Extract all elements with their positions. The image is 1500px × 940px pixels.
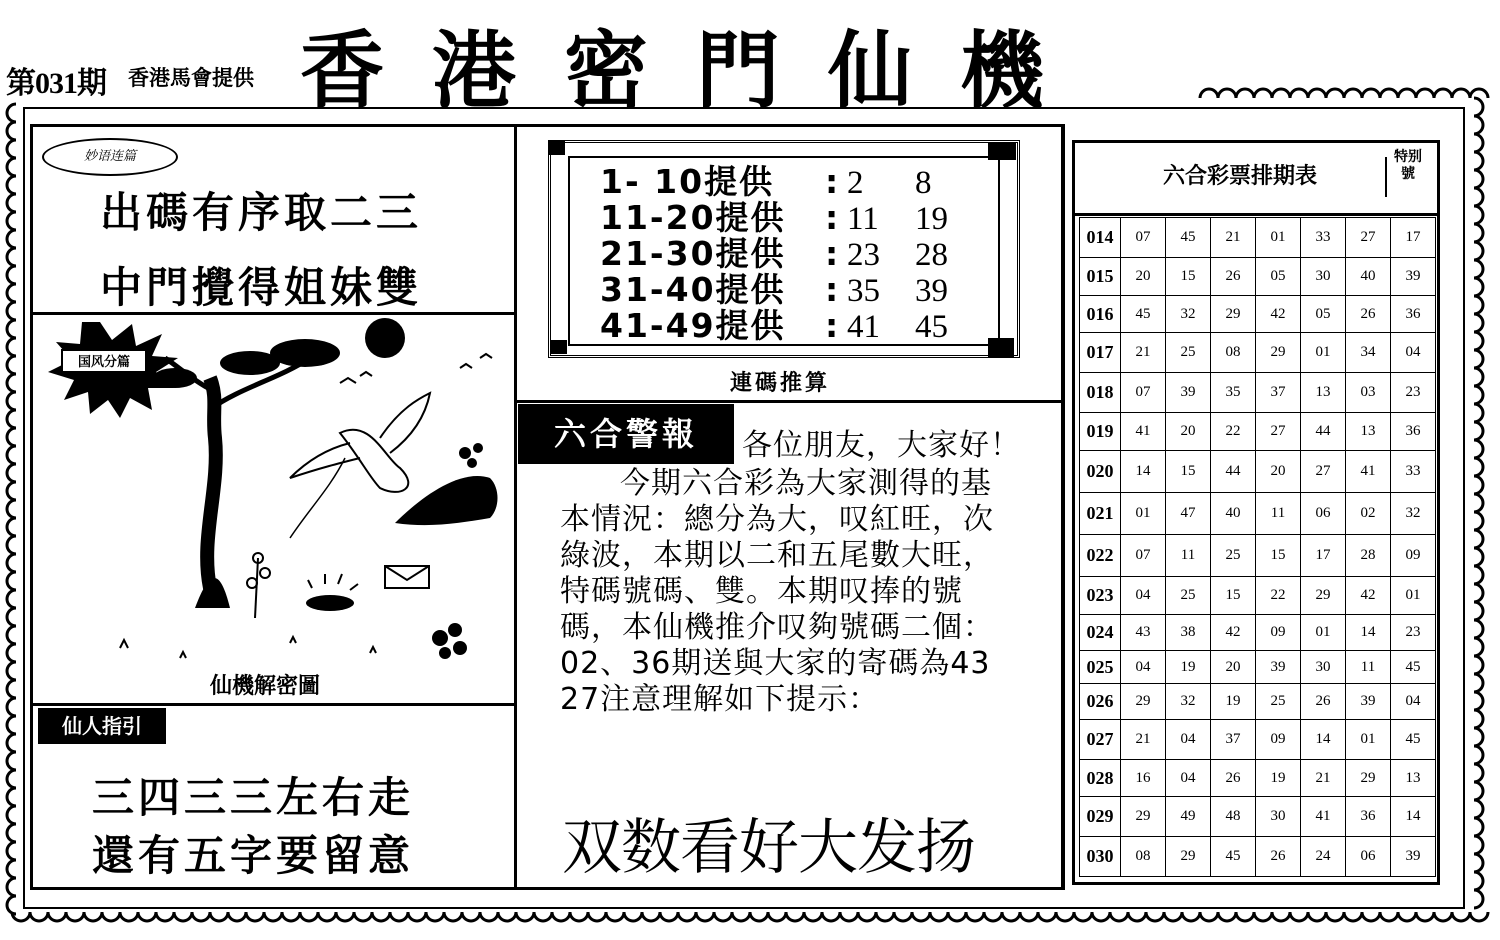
- range-number: 19: [915, 201, 948, 237]
- body-line: 綠波，本期以二和五尾數大旺，: [560, 538, 994, 573]
- range-label: 1- 10提供: [600, 162, 775, 201]
- issue-number-cell: 028: [1080, 760, 1121, 797]
- special-number-cell: 36: [1391, 413, 1436, 451]
- bird-icon: [340, 354, 492, 383]
- draw-number-cell: 29: [1166, 837, 1211, 877]
- draw-number-cell: 03: [1346, 373, 1391, 413]
- draw-number-cell: 09: [1256, 720, 1301, 760]
- table-row: [1080, 218, 1436, 258]
- colon: :: [825, 198, 839, 237]
- corner-ornament-icon: [988, 338, 1014, 358]
- draw-table: [1079, 217, 1436, 877]
- draw-number-cell: 28: [1346, 535, 1391, 577]
- draw-number-cell: 29: [1301, 577, 1346, 615]
- body-line: 02、36期送與大家的寄碼為43: [560, 646, 991, 681]
- draw-number-cell: 25: [1166, 333, 1211, 373]
- draw-number-cell: 04: [1121, 577, 1166, 615]
- draw-number-cell: 04: [1166, 720, 1211, 760]
- draw-number-cell: 26: [1346, 296, 1391, 333]
- draw-number-cell: 11: [1256, 493, 1301, 535]
- draw-number-cell: 32: [1166, 296, 1211, 333]
- range-number: 23: [847, 237, 880, 273]
- draw-number-cell: 40: [1211, 493, 1256, 535]
- draw-number-cell: 26: [1211, 258, 1256, 296]
- issue-number-cell: 015: [1080, 258, 1121, 296]
- table-row: [1080, 333, 1436, 373]
- special-number-cell: 39: [1391, 258, 1436, 296]
- draw-number-cell: 26: [1256, 837, 1301, 877]
- draw-number-cell: 39: [1166, 373, 1211, 413]
- draw-number-cell: 14: [1346, 615, 1391, 651]
- table-row: [1080, 797, 1436, 837]
- draw-number-cell: 13: [1301, 373, 1346, 413]
- riddle-picture: [40, 318, 510, 703]
- draw-number-cell: 15: [1166, 451, 1211, 493]
- draw-number-cell: 25: [1256, 684, 1301, 720]
- draw-number-cell: 26: [1301, 684, 1346, 720]
- issue-number-cell: 019: [1080, 413, 1121, 451]
- poem-line: 中門攪得姐妹雙: [100, 263, 423, 312]
- draw-number-cell: 37: [1211, 720, 1256, 760]
- draw-number-cell: 20: [1256, 451, 1301, 493]
- draw-number-cell: 30: [1301, 651, 1346, 684]
- draw-number-cell: 15: [1256, 535, 1301, 577]
- special-number-cell: 23: [1391, 373, 1436, 413]
- draw-number-cell: 11: [1166, 535, 1211, 577]
- issue-number-cell: 022: [1080, 535, 1121, 577]
- special-number-cell: 32: [1391, 493, 1436, 535]
- draw-number-cell: 32: [1166, 684, 1211, 720]
- issue-number-cell: 025: [1080, 651, 1121, 684]
- column-divider: [1062, 124, 1065, 890]
- table-row: [1080, 535, 1436, 577]
- range-label: 31-40提供: [600, 270, 786, 309]
- slogan: 双数看好大发扬: [562, 813, 975, 883]
- greeting: 各位朋友，大家好！: [742, 428, 1021, 463]
- issue-number-cell: 016: [1080, 296, 1121, 333]
- draw-number-cell: 27: [1256, 413, 1301, 451]
- draw-number-cell: 15: [1211, 577, 1256, 615]
- draw-number-cell: 22: [1256, 577, 1301, 615]
- special-number-cell: 17: [1391, 218, 1436, 258]
- draw-number-cell: 17: [1301, 535, 1346, 577]
- body-line: 27注意理解如下提示：: [560, 682, 880, 717]
- divider: [32, 703, 516, 706]
- envelope-icon: [385, 566, 429, 588]
- draw-number-cell: 35: [1211, 373, 1256, 413]
- range-label: 11-20提供: [600, 198, 786, 237]
- range-row: [600, 272, 975, 308]
- page-title: 香港密門仙機: [300, 22, 1093, 120]
- draw-number-cell: 09: [1256, 615, 1301, 651]
- column-divider: [514, 124, 517, 890]
- draw-number-cell: 44: [1301, 413, 1346, 451]
- range-row: [600, 200, 975, 236]
- draw-number-cell: 42: [1346, 577, 1391, 615]
- issue-number-cell: 024: [1080, 615, 1121, 651]
- draw-table-panel: [1072, 140, 1440, 885]
- draw-number-cell: 48: [1211, 797, 1256, 837]
- issue-number-cell: 027: [1080, 720, 1121, 760]
- body-line: 特碼號碼、雙。本期叹捧的號: [560, 574, 963, 609]
- guide-label: 仙人指引: [38, 708, 166, 744]
- flower-icon: [432, 443, 483, 659]
- draw-number-cell: 33: [1301, 218, 1346, 258]
- draw-number-cell: 49: [1166, 797, 1211, 837]
- range-number: 39: [915, 273, 948, 309]
- draw-number-cell: 21: [1121, 333, 1166, 373]
- picture-caption: 仙機解密圖: [209, 674, 321, 699]
- draw-number-cell: 41: [1121, 413, 1166, 451]
- draw-number-cell: 02: [1346, 493, 1391, 535]
- range-number: 35: [847, 273, 880, 309]
- special-number-cell: 13: [1391, 760, 1436, 797]
- draw-number-cell: 45: [1211, 837, 1256, 877]
- special-number-cell: 39: [1391, 837, 1436, 877]
- grass-icon: [120, 637, 376, 658]
- draw-number-cell: 29: [1256, 333, 1301, 373]
- draw-number-cell: 45: [1121, 296, 1166, 333]
- range-number: 41: [847, 309, 880, 345]
- draw-number-cell: 01: [1301, 615, 1346, 651]
- range-number: 45: [915, 309, 948, 345]
- issue-number-cell: 018: [1080, 373, 1121, 413]
- draw-number-cell: 01: [1256, 218, 1301, 258]
- range-label: 21-30提供: [600, 234, 786, 273]
- body-line: 本情況：總分為大，叹紅旺，次: [560, 502, 994, 537]
- draw-number-cell: 08: [1121, 837, 1166, 877]
- draw-number-cell: 39: [1346, 684, 1391, 720]
- special-number-cell: 36: [1391, 296, 1436, 333]
- draw-number-cell: 25: [1166, 577, 1211, 615]
- issue-number-cell: 014: [1080, 218, 1121, 258]
- table-row: [1080, 451, 1436, 493]
- issue-number-cell: 023: [1080, 577, 1121, 615]
- special-number-cell: 14: [1391, 797, 1436, 837]
- draw-number-cell: 19: [1166, 651, 1211, 684]
- special-number-cell: 45: [1391, 720, 1436, 760]
- range-number: 8: [915, 165, 932, 201]
- issue-number-cell: 029: [1080, 797, 1121, 837]
- sapling-icon: [247, 553, 270, 618]
- draw-number-cell: 24: [1301, 837, 1346, 877]
- section-badge: 妙语连篇: [42, 138, 178, 176]
- draw-number-cell: 39: [1256, 651, 1301, 684]
- table-row: [1080, 615, 1436, 651]
- draw-number-cell: 29: [1211, 296, 1256, 333]
- draw-number-cell: 30: [1256, 797, 1301, 837]
- draw-number-cell: 41: [1301, 797, 1346, 837]
- draw-number-cell: 06: [1301, 493, 1346, 535]
- draw-number-cell: 29: [1121, 797, 1166, 837]
- special-number-cell: 04: [1391, 333, 1436, 373]
- range-number: 2: [847, 165, 864, 201]
- special-number-cell: 33: [1391, 451, 1436, 493]
- draw-number-cell: 21: [1211, 218, 1256, 258]
- issue-number-cell: 020: [1080, 451, 1121, 493]
- tree-icon: [153, 339, 340, 608]
- special-number-cell: 23: [1391, 615, 1436, 651]
- draw-number-cell: 14: [1121, 451, 1166, 493]
- draw-number-cell: 11: [1346, 651, 1391, 684]
- range-number: 28: [915, 237, 948, 273]
- draw-number-cell: 07: [1121, 373, 1166, 413]
- draw-number-cell: 05: [1301, 296, 1346, 333]
- draw-number-cell: 08: [1211, 333, 1256, 373]
- range-list: [600, 164, 975, 344]
- range-number: 11: [847, 201, 879, 237]
- corner-ornament-icon: [988, 142, 1016, 160]
- divider: [32, 312, 516, 315]
- special-number-cell: 04: [1391, 684, 1436, 720]
- table-row: [1080, 413, 1436, 451]
- draw-number-cell: 37: [1256, 373, 1301, 413]
- draw-number-cell: 40: [1346, 258, 1391, 296]
- draw-number-cell: 36: [1346, 797, 1391, 837]
- divider: [516, 400, 1064, 403]
- draw-number-cell: 29: [1346, 760, 1391, 797]
- issue-number-cell: 030: [1080, 837, 1121, 877]
- draw-number-cell: 34: [1346, 333, 1391, 373]
- poem-line: 還有五字要留意: [92, 831, 415, 880]
- draw-number-cell: 07: [1121, 218, 1166, 258]
- nest-icon: [306, 574, 358, 611]
- draw-number-cell: 13: [1346, 413, 1391, 451]
- special-number-label: 特别號: [1394, 149, 1422, 182]
- colon: :: [825, 162, 839, 201]
- issue-number: 第031期: [6, 67, 106, 100]
- table-row: [1080, 684, 1436, 720]
- draw-number-cell: 43: [1121, 615, 1166, 651]
- body-line: 今期六合彩為大家測得的基: [620, 466, 992, 501]
- body-line: 碼，本仙機推介叹夠號碼二個：: [560, 610, 994, 645]
- corner-ornament-icon: [549, 141, 565, 155]
- stamp-text: 国风分篇: [77, 355, 131, 370]
- range-label: 41-49提供: [600, 306, 786, 345]
- draw-number-cell: 19: [1211, 684, 1256, 720]
- poem-line: 三四三三左右走: [92, 773, 415, 822]
- draw-number-cell: 38: [1166, 615, 1211, 651]
- table-title: 六合彩票排期表: [1095, 157, 1387, 197]
- draw-number-cell: 21: [1121, 720, 1166, 760]
- table-title-row: [1075, 143, 1437, 216]
- draw-number-cell: 29: [1121, 684, 1166, 720]
- draw-number-cell: 30: [1301, 258, 1346, 296]
- table-row: [1080, 720, 1436, 760]
- draw-number-cell: 27: [1301, 451, 1346, 493]
- range-row: [600, 164, 975, 200]
- issue-number-cell: 017: [1080, 333, 1121, 373]
- draw-number-cell: 25: [1211, 535, 1256, 577]
- range-row: [600, 308, 975, 344]
- draw-number-cell: 45: [1166, 218, 1211, 258]
- colon: :: [825, 306, 839, 345]
- draw-number-cell: 47: [1166, 493, 1211, 535]
- table-row: [1080, 493, 1436, 535]
- special-number-cell: 01: [1391, 577, 1436, 615]
- draw-number-cell: 01: [1121, 493, 1166, 535]
- colon: :: [825, 270, 839, 309]
- draw-number-cell: 20: [1211, 651, 1256, 684]
- draw-number-cell: 01: [1346, 720, 1391, 760]
- draw-number-cell: 06: [1346, 837, 1391, 877]
- draw-number-cell: 05: [1256, 258, 1301, 296]
- draw-number-cell: 42: [1256, 296, 1301, 333]
- draw-number-cell: 26: [1211, 760, 1256, 797]
- poem-line: 出碼有序取二三: [100, 188, 423, 237]
- provider-label: 香港馬會提供: [128, 66, 254, 90]
- draw-number-cell: 07: [1121, 535, 1166, 577]
- draw-number-cell: 04: [1121, 651, 1166, 684]
- issue-number-cell: 021: [1080, 493, 1121, 535]
- table-row: [1080, 837, 1436, 877]
- alert-body: [560, 466, 994, 718]
- draw-number-cell: 20: [1121, 258, 1166, 296]
- corner-ornament-icon: [551, 340, 567, 354]
- sun-icon: [365, 318, 405, 358]
- table-row: [1080, 258, 1436, 296]
- draw-number-cell: 44: [1211, 451, 1256, 493]
- range-row: [600, 236, 975, 272]
- draw-number-cell: 27: [1346, 218, 1391, 258]
- table-row: [1080, 577, 1436, 615]
- special-number-cell: 09: [1391, 535, 1436, 577]
- table-row: [1080, 296, 1436, 333]
- draw-number-cell: 19: [1256, 760, 1301, 797]
- draw-number-cell: 20: [1166, 413, 1211, 451]
- draw-number-cell: 41: [1346, 451, 1391, 493]
- alert-label: 六合警報: [518, 404, 734, 464]
- draw-number-cell: 14: [1301, 720, 1346, 760]
- draw-number-cell: 15: [1166, 258, 1211, 296]
- dove-icon: [290, 393, 430, 492]
- ranges-caption: 連碼推算: [730, 371, 831, 396]
- draw-number-cell: 42: [1211, 615, 1256, 651]
- draw-number-cell: 04: [1166, 760, 1211, 797]
- table-row: [1080, 373, 1436, 413]
- draw-number-cell: 01: [1301, 333, 1346, 373]
- rock-icon: [395, 476, 498, 525]
- special-number-cell: 45: [1391, 651, 1436, 684]
- issue-number-cell: 026: [1080, 684, 1121, 720]
- draw-number-cell: 22: [1211, 413, 1256, 451]
- draw-number-cell: 16: [1121, 760, 1166, 797]
- table-row: [1080, 651, 1436, 684]
- colon: :: [825, 234, 839, 273]
- draw-number-cell: 21: [1301, 760, 1346, 797]
- table-row: [1080, 760, 1436, 797]
